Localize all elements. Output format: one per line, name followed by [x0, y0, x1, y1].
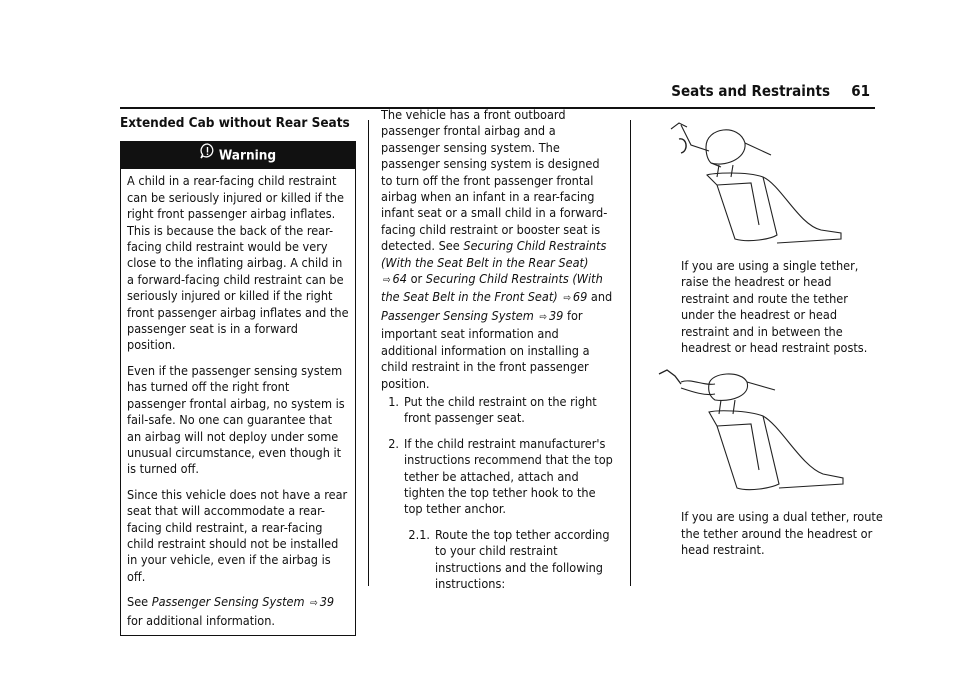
xref-rear-seat[interactable]: Securing Child Restraints (With the Seat Belt in the Rear Seat)	[381, 238, 607, 270]
column-1	[120, 115, 356, 636]
warning-body	[121, 169, 355, 635]
xref-page[interactable]: 39	[319, 594, 335, 610]
list-item: 2.1. Route the top tether according to your child restraint instructions and the following instructions:	[408, 526, 610, 591]
xref-page[interactable]: 69	[572, 289, 588, 305]
xref-page[interactable]: 64	[392, 271, 407, 287]
xref-front-seat[interactable]: Securing Child Restraints (With the Seat Belt in the Front Seat)	[381, 271, 603, 305]
section-heading: Extended Cab without Rear Seats	[120, 115, 350, 131]
warning-paragraph-2: Even if the passenger sensing system has turned off the right front passenger frontal airbag, no system is fail-safe. No one can guarantee that an airbag will not deploy under some unusual circumstance, even though it is turned off.	[127, 362, 345, 477]
warning-header	[121, 142, 355, 169]
xref-passenger-sensing[interactable]: Passenger Sensing System	[151, 594, 305, 610]
warning-box	[120, 141, 356, 636]
dual-tether-illustration	[651, 366, 846, 501]
column-divider-2	[630, 120, 631, 586]
column-3	[643, 115, 883, 559]
page-number: 61	[851, 82, 870, 100]
xref-passenger-sensing[interactable]: Passenger Sensing System	[381, 307, 534, 323]
intro-paragraph: The vehicle has a front outboard passenger frontal airbag and a passenger sensing system. The passenger sensing system is designed to turn off the front passenger frontal airbag when an infant in a rear-facing infant seat or a small child in a forward-facing child restraint or booster seat is detected. See Securing Child Restraints (With the Seat Belt in the Rear Seat) ⇨ 64 or Securing Child Restraints (With the Seat Belt in the Front Seat) ⇨ 69 and Passenger Sensing System ⇨ 39 for important seat information and additional information on installing a child restraint in the front passenger position.	[381, 107, 613, 391]
dual-tether-text: If you are using a dual tether, route the tether around the headrest or head restraint.	[681, 509, 883, 558]
page-arrow-icon: ⇨	[563, 293, 571, 305]
column-2	[381, 107, 613, 601]
list-item: 2. If the child restraint manufacturer's instructions recommend that the top tether be attached, attach and tighten the top tether hook to the top tether anchor.	[388, 435, 613, 517]
page-arrow-icon: ⇨	[310, 598, 318, 610]
warning-paragraph-1: A child in a rear-facing child restraint can be seriously injured or killed if the right front passenger airbag inflates. This is because the back of the rear-facing child restraint would be very close to the inflating airbag. A child in a forward-facing child restraint can be seriously injured or killed if the right front passenger airbag inflates and the passenger seat is in a forward position.	[127, 173, 349, 353]
section-title: Seats and Restraints	[671, 82, 830, 100]
xref-page[interactable]: 39	[548, 307, 564, 323]
column-divider-1	[368, 120, 369, 586]
page-arrow-icon: ⇨	[383, 275, 391, 287]
warning-label: Warning	[218, 147, 277, 164]
single-tether-illustration	[651, 115, 846, 250]
warning-paragraph-3: Since this vehicle does not have a rear seat that will accommodate a rear-facing child restraint, a rear-facing child restraint should not be installed in your vehicle, even if the airbag is off.	[127, 486, 348, 584]
single-tether-text: If you are using a single tether, raise the headrest or head restraint and route the tether under the headrest or head restraint and in between the headrest or head restraint posts.	[681, 258, 868, 356]
page-arrow-icon: ⇨	[539, 311, 547, 323]
list-item: 1. Put the child restraint on the right front passenger seat.	[388, 393, 597, 426]
warning-icon	[200, 142, 215, 169]
warning-paragraph-4: See Passenger Sensing System ⇨ 39 for additional information.	[127, 594, 335, 628]
